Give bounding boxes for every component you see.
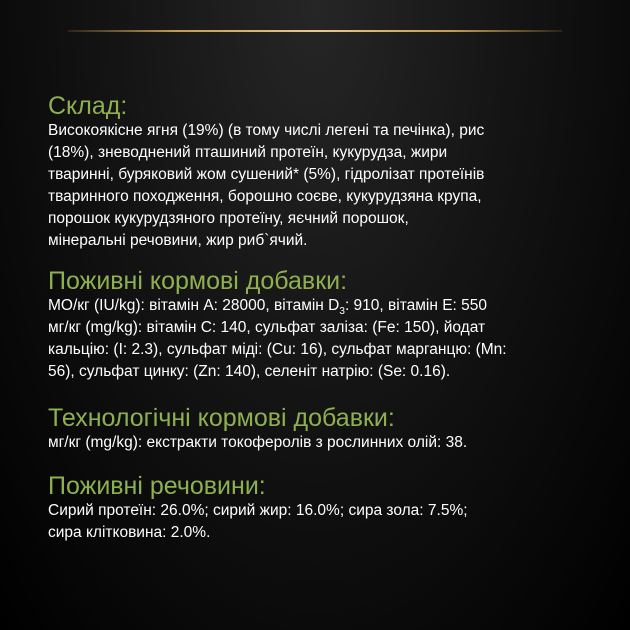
composition-line: тваринного походження, борошно соєве, кукурудзяна крупа, [48,188,482,205]
composition-line: порошок кукурудзяного протеїну, яєчний порошок, [48,210,409,227]
nutritional-additives-line: мг/кг (mg/kg): вітамін С: 140, сульфат заліза: (Fe: 150), йодат [48,319,486,336]
nutritional-additives-line: кальцію: (I: 2.3), сульфат міді: (Cu: 16), сульфат марганцю: (Mn: [48,341,507,358]
technological-additives-text [48,432,588,454]
nutritional-additives-line [48,295,588,317]
analytical-constituents-line: Сирий протеїн: 26.0%; сирий жир: 16.0%; сира зола: 7.5%; [48,502,468,519]
analytical-constituents-heading: Поживні речовини: [48,472,266,500]
technological-additives-line: мг/кг (mg/kg): екстракти токоферолів з рослинних олій: 38. [48,434,468,451]
technological-additives-heading: Технологічні кормові добавки: [48,404,395,432]
nutritional-additives-heading: Поживні кормові добавки: [48,267,348,295]
analytical-constituents-section [48,473,588,544]
composition-section [48,93,588,252]
composition-heading: Склад: [48,92,128,120]
composition-text [48,120,588,252]
vitamin-d-subscript: 3 [339,306,345,318]
composition-line: (18%), зневоднений пташиний протеїн, кукурудза, жири [48,144,448,161]
nutritional-additives-line: 56), сульфат цинку: (Zn: 140), селеніт натрію: (Se: 0.16). [48,363,451,380]
technological-additives-section [48,405,588,454]
composition-line: Високоякісне ягня (19%) (в тому числі легені та печінка), рис [48,122,485,139]
vitamin-line-end: : 910, вітамін Е: 550 [344,297,488,314]
composition-line: мінеральні речовини, жир риб`ячий. [48,232,308,249]
analytical-constituents-text [48,500,588,544]
nutritional-additives-text [48,295,588,383]
analytical-constituents-line: сира клітковина: 2.0%. [48,524,211,541]
vitamin-line-start: МО/кг (IU/kg): вітамін А: 28000, вітамін D [48,297,340,314]
gold-divider-line [68,30,562,32]
composition-line: тваринні, буряковий жом сушений* (5%), гідролізат протеїнів [48,166,485,183]
nutritional-additives-section [48,268,588,383]
